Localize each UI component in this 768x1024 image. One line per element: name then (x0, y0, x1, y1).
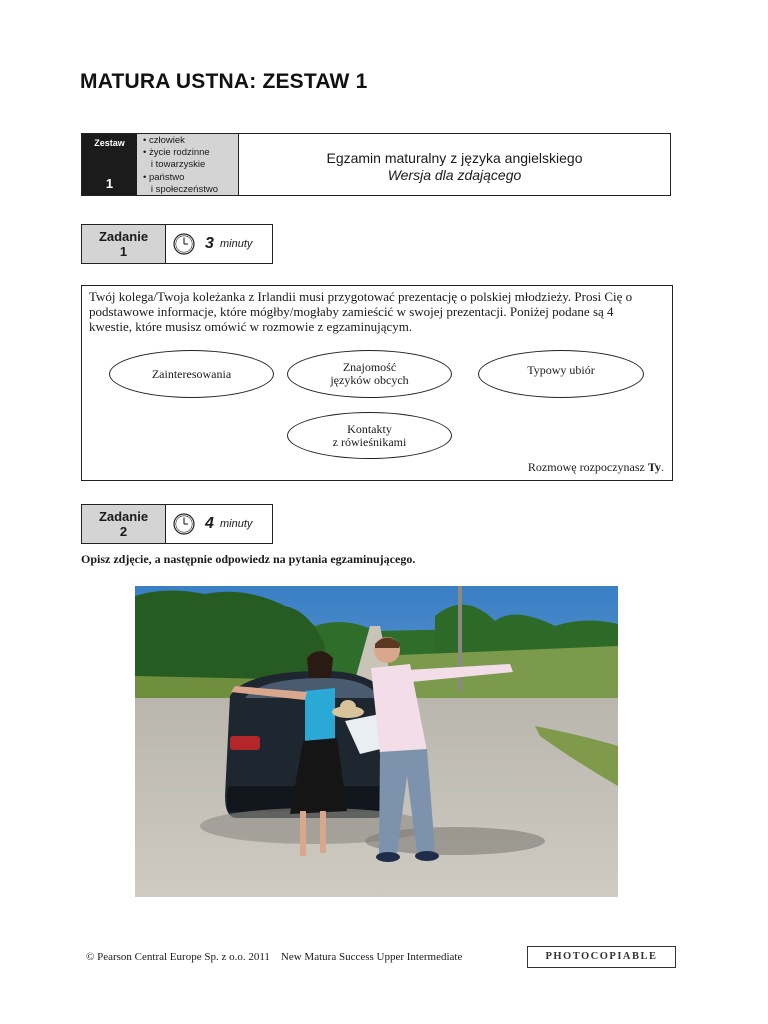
task2-label-number: 2 (119, 524, 128, 539)
clock-icon (173, 513, 195, 535)
set-number-cell (82, 134, 137, 195)
exam-title: Egzamin maturalny z języka angielskiego (326, 150, 583, 166)
closing-end: . (661, 460, 664, 474)
task2-label-word: Zadanie (98, 509, 149, 524)
set-topics (137, 134, 239, 195)
task1-badge (81, 224, 273, 264)
closing-bold: Ty (647, 460, 661, 474)
task2-label (82, 505, 166, 543)
task1-label (82, 225, 166, 263)
photocopiable-badge: PHOTOCOPIABLE (527, 946, 676, 968)
footer-copyright: © Pearson Central Europe Sp. z o.o. 2011 New Matura Success Upper Intermediate (86, 951, 463, 963)
task2-instructions: Opisz zdjęcie, a następnie odpowiedz na pytania egzaminującego. (81, 552, 416, 566)
closing-text: Rozmowę rozpoczynasz (527, 460, 648, 474)
topic-item: i towarzyskie (143, 159, 206, 171)
task1-label-number: 1 (119, 244, 128, 259)
topic-item: • człowiek (143, 135, 185, 146)
task1-label-word: Zadanie (98, 229, 149, 244)
task2-time: 4 (205, 515, 214, 532)
roadside-couple-photo (135, 586, 618, 897)
clock-icon (173, 233, 195, 255)
point-ellipse: Typowy ubiór (478, 350, 644, 398)
exam-subtitle: Wersja dla zdającego (387, 167, 522, 183)
task1-instructions: Twój kolega/Twoja koleżanka z Irlandii musi przygotować prezentację o polskiej młodzieży. Prosi Cię o podstawowe informacje, które mógłby/mogłaby zamieścić w swojej prezentacji. Poniżej podane są 4 kwestie, które musisz omówić w rozmowie z egzaminującym. (89, 289, 633, 334)
topic-item: i społeczeństwo (143, 183, 218, 195)
topic-item: • państwo (143, 171, 185, 183)
point-ellipse: Zainteresowania (109, 350, 274, 398)
task2-time-unit: minuty (220, 518, 253, 530)
page-title: MATURA USTNA: ZESTAW 1 (80, 70, 368, 93)
set-header (81, 133, 671, 196)
task1-closing (528, 460, 664, 475)
task2-badge (81, 504, 273, 544)
exam-info (239, 134, 670, 195)
topic-item: • życie rodzinne (143, 147, 210, 159)
set-number: 1 (105, 176, 114, 191)
set-label: Zestaw (94, 138, 125, 148)
point-ellipse: Znajomość języków obcych (287, 350, 452, 398)
task1-time: 3 (205, 235, 214, 252)
task1-box (81, 285, 673, 481)
task1-time-unit: minuty (220, 238, 253, 250)
task2-photo (135, 586, 618, 897)
point-ellipse: Kontakty z rówieśnikami (287, 412, 452, 459)
